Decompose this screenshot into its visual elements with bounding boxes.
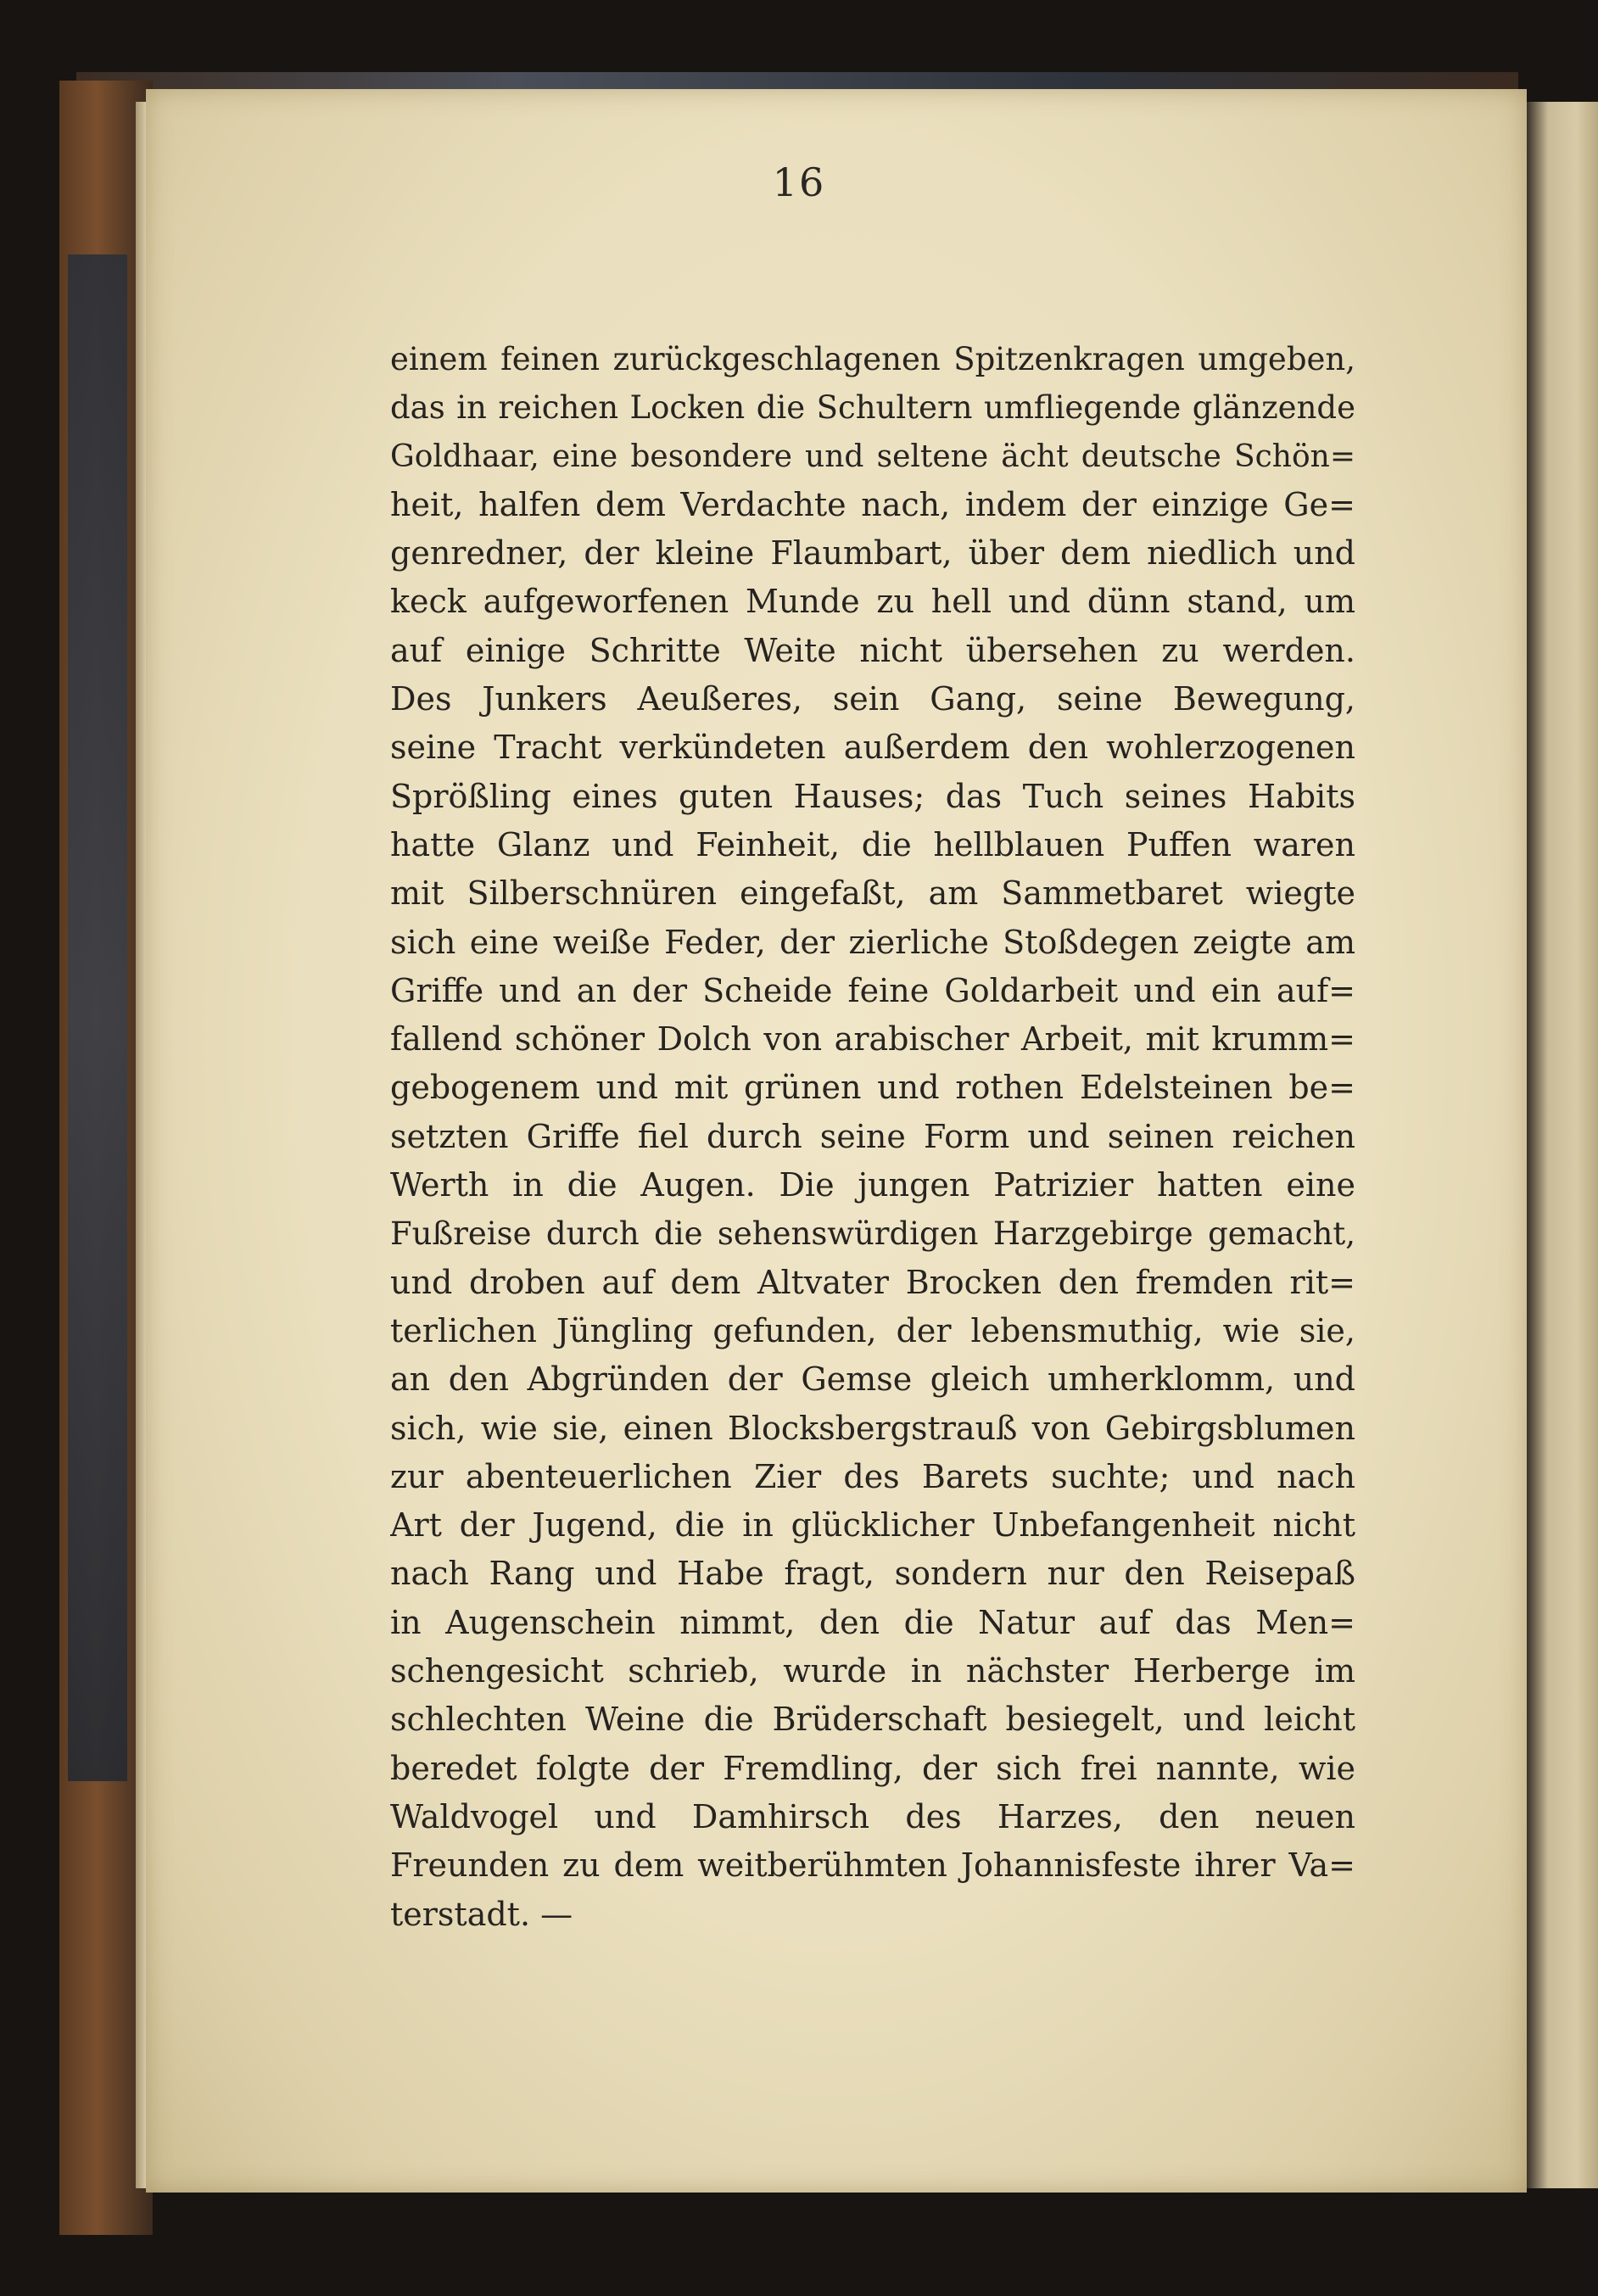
text-line-final: terstadt. — [390,1895,573,1933]
text-line: das in reichen Locken die Schultern umfliegende glänzende [390,389,1355,427]
text-line: Werth in die Augen. Die jungen Patrizier hatten eine [390,1166,1355,1204]
text-line: in Augenschein nimmt, den die Natur auf das Men= [390,1603,1355,1641]
text-line: sich, wie sie, einen Blocksbergstrauß von Gebirgsblumen [390,1409,1355,1447]
facing-page-edge [1527,102,1598,2188]
text-line: Art der Jugend, die in glücklicher Unbefangenheit nicht [390,1506,1355,1545]
text-line: und droben auf dem Altvater Brocken den fremden rit= [390,1263,1355,1301]
text-line: einem feinen zurückgeschlagenen Spitzenkragen umgeben, [390,341,1355,377]
text-line: Freunden zu dem weitberühmten Johannisfeste ihrer Va= [390,1846,1355,1885]
text-line: schlechten Weine die Brüderschaft besiegelt, und leicht [390,1701,1355,1739]
text-line: genredner, der kleine Flaumbart, über dem niedlich und [390,534,1355,573]
text-line: sich eine weiße Feder, der zierliche Stoßdegen zeigte am [390,923,1355,961]
text-line: auf einige Schritte Weite nicht übersehen zu werden. [390,631,1355,669]
text-line: setzten Griffe fiel durch seine Form und seinen reichen [390,1117,1355,1155]
text-line: heit, halfen dem Verdachte nach, indem der einzige Ge= [390,485,1355,523]
text-line: an den Abgründen der Gemse gleich umherklomm, und [390,1360,1355,1399]
text-line: mit Silberschnüren eingefaßt, am Sammetbaret wiegte [390,874,1355,913]
book-cover-binding [68,254,127,1781]
text-line: hatte Glanz und Feinheit, die hellblauen Puffen waren [390,825,1355,863]
text-line: Sprößling eines guten Hauses; das Tuch seines Habits [390,777,1355,815]
text-line: Goldhaar, eine besondere und seltene ächt deutsche Schön= [390,439,1355,474]
text-line: Fußreise durch die sehenswürdigen Harzgebirge gemacht, [390,1215,1355,1253]
text-line: zur abenteuerlichen Zier des Barets suchte; und nach [390,1457,1355,1495]
page-number: 16 [772,159,826,205]
body-text [390,335,1355,1939]
text-line: terlichen Jüngling gefunden, der lebensmuthig, wie sie, [390,1311,1355,1349]
text-line: beredet folgte der Fremdling, der sich frei nannte, wie [390,1749,1355,1787]
text-line: nach Rang und Habe fragt, sondern nur den Reisepaß [390,1555,1355,1593]
text-line: keck aufgeworfenen Munde zu hell und dünn stand, um [390,583,1355,621]
text-line: Griffe und an der Scheide feine Goldarbeit und ein auf= [390,971,1355,1009]
text-line: schengesicht schrieb, wurde in nächster Herberge im [390,1652,1355,1690]
text-line: seine Tracht verkündeten außerdem den wohlerzogenen [390,729,1355,767]
text-line: Waldvogel und Damhirsch des Harzes, den neuen [390,1797,1355,1835]
text-line: fallend schöner Dolch von arabischer Arbeit, mit krumm= [390,1020,1355,1059]
text-line: gebogenem und mit grünen und rothen Edelsteinen be= [390,1069,1355,1107]
text-line: Des Junkers Aeußeres, sein Gang, seine Bewegung, [390,680,1355,718]
